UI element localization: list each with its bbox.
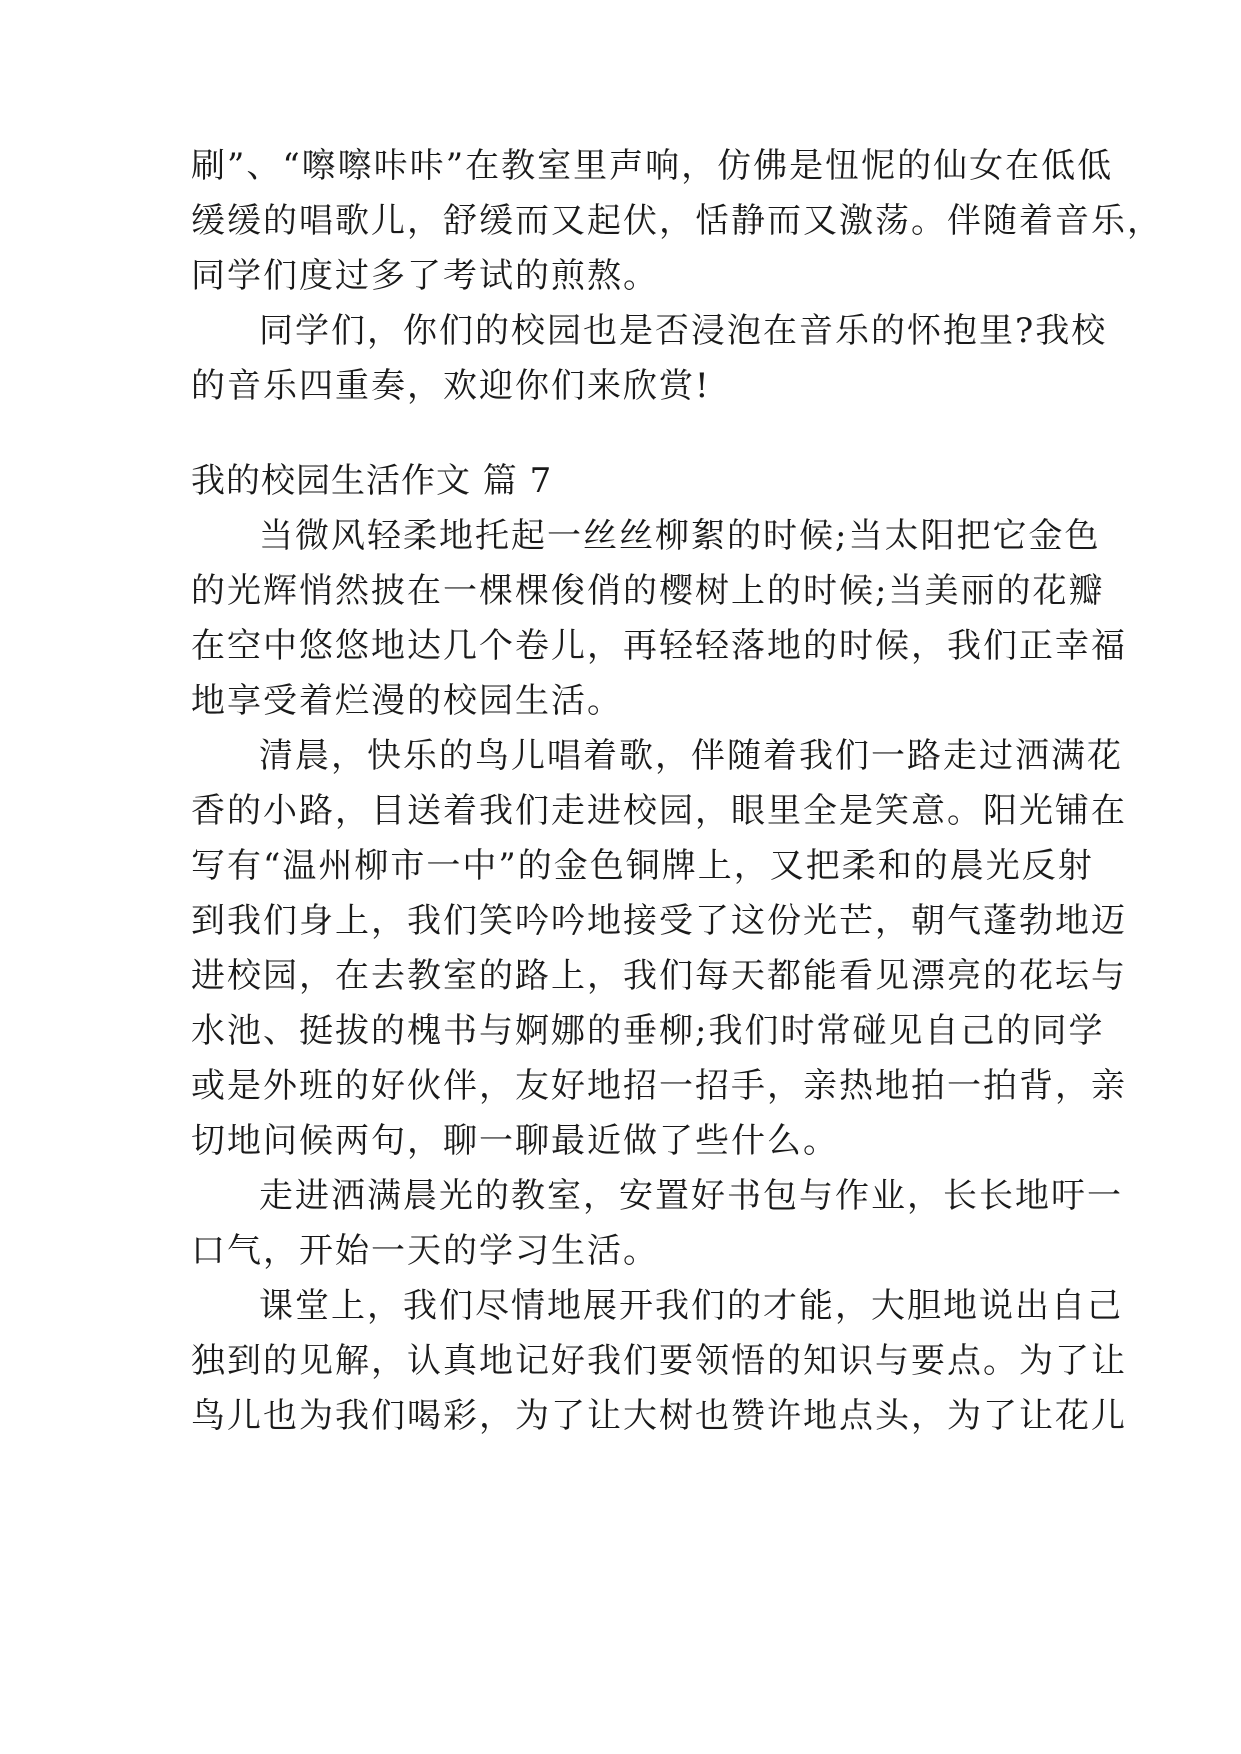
paragraph-line: 鸟儿也为我们喝彩，为了让大树也赞许地点头，为了让花儿	[191, 1396, 1127, 1436]
paragraph-line: 或是外班的好伙伴，友好地招一招手，亲热地拍一拍背，亲	[191, 1066, 1127, 1106]
paragraph-line: 同学们，你们的校园也是否浸泡在音乐的怀抱里?我校	[259, 311, 1108, 351]
paragraph-line: 水池、挺拔的槐书与婀娜的垂柳;我们时常碰见自己的同学	[191, 1011, 1105, 1051]
paragraph-line: 进校园，在去教室的路上，我们每天都能看见漂亮的花坛与	[191, 956, 1127, 996]
paragraph-line: 的光辉悄然披在一棵棵俊俏的樱树上的时候;当美丽的花瓣	[191, 571, 1105, 611]
paragraph-line: 课堂上，我们尽情地展开我们的才能，大胆地说出自己	[259, 1286, 1123, 1326]
paragraph-line: 缓缓的唱歌儿，舒缓而又起伏，恬静而又激荡。伴随着音乐，	[191, 201, 1163, 241]
paragraph-line: 地享受着烂漫的校园生活。	[191, 681, 623, 721]
paragraph-line: 当微风轻柔地托起一丝丝柳絮的时候;当太阳把它金色	[259, 516, 1101, 556]
paragraph-line: 刷”、“嚓嚓咔咔”在教室里声响，仿佛是忸怩的仙女在低低	[191, 146, 1114, 186]
paragraph-line: 切地问候两句，聊一聊最近做了些什么。	[191, 1121, 839, 1161]
paragraph-line: 的音乐四重奏，欢迎你们来欣赏!	[191, 366, 711, 406]
paragraph-line: 清晨，快乐的鸟儿唱着歌，伴随着我们一路走过洒满花	[259, 736, 1123, 776]
paragraph-line: 到我们身上，我们笑吟吟地接受了这份光芒，朝气蓬勃地迈	[191, 901, 1127, 941]
section-heading: 我的校园生活作文 篇 7	[191, 461, 553, 501]
paragraph-line: 走进洒满晨光的教室，安置好书包与作业，长长地吁一	[259, 1176, 1123, 1216]
paragraph-line: 口气，开始一天的学习生活。	[191, 1231, 659, 1271]
paragraph-line: 香的小路，目送着我们走进校园，眼里全是笑意。阳光铺在	[191, 791, 1127, 831]
paragraph-line: 写有“温州柳市一中”的金色铜牌上，又把柔和的晨光反射	[191, 846, 1094, 886]
paragraph-line: 同学们度过多了考试的煎熬。	[191, 256, 659, 296]
paragraph-line: 在空中悠悠地达几个卷儿，再轻轻落地的时候，我们正幸福	[191, 626, 1127, 666]
paragraph-line: 独到的见解，认真地记好我们要领悟的知识与要点。为了让	[191, 1341, 1127, 1381]
